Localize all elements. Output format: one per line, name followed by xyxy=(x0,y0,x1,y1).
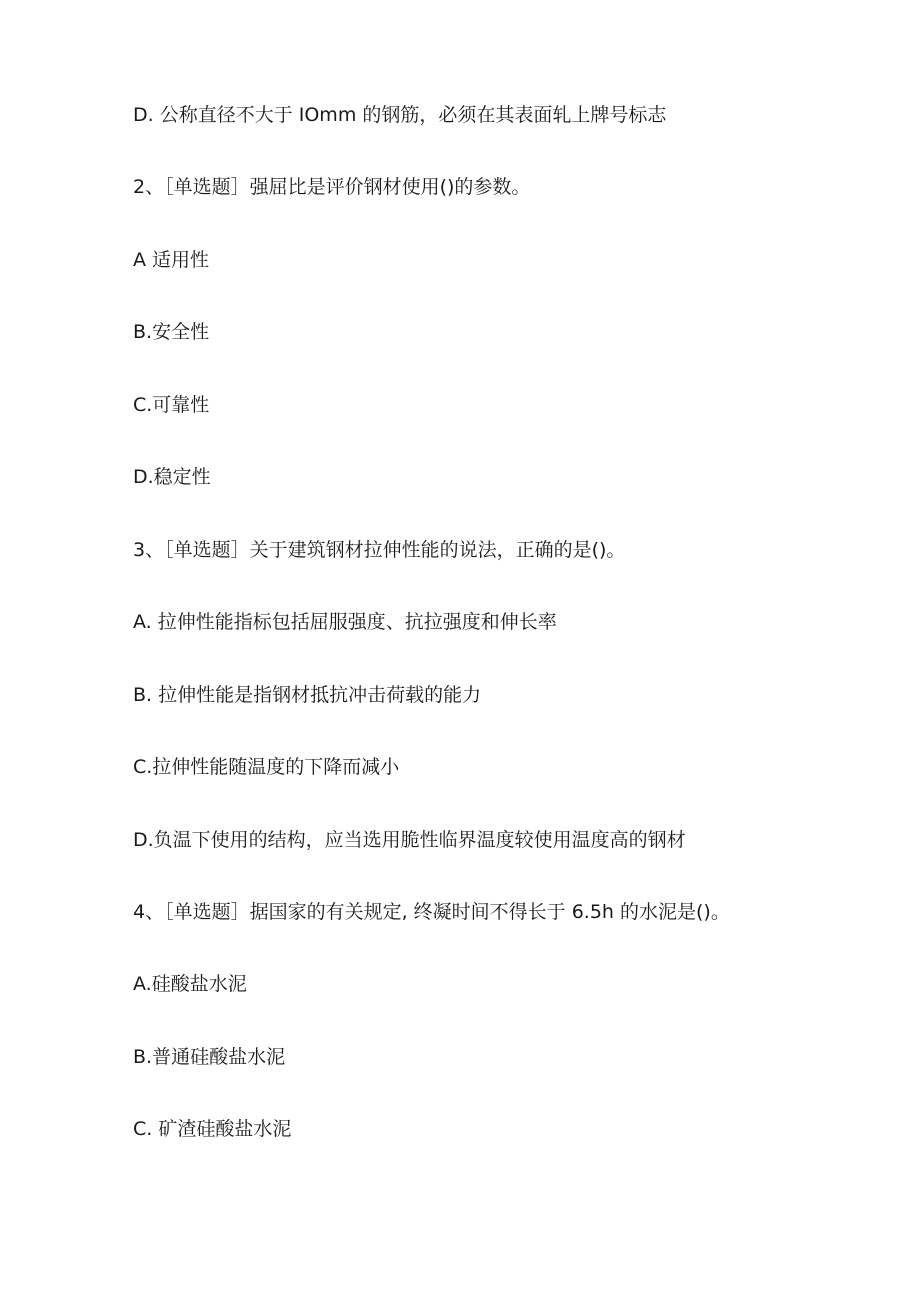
q2-option-c: C.可靠性 xyxy=(133,394,210,416)
question-3: 3、［单选题］关于建筑钢材拉伸性能的说法，正确的是()。 xyxy=(133,539,626,561)
q3-option-c: C.拉伸性能随温度的下降而减小 xyxy=(133,756,400,778)
question-4: 4、［单选题］据国家的有关规定, 终凝时间不得长于 6.5h 的水泥是()。 xyxy=(133,901,730,923)
q3-option-d: D.负温下使用的结构，应当选用脆性临界温度较使用温度高的钢材 xyxy=(133,829,686,851)
q4-option-b: B.普通硅酸盐水泥 xyxy=(133,1046,286,1068)
q2-option-d: D.稳定性 xyxy=(133,466,211,488)
q1-option-d: D. 公称直径不大于 IOmm 的钢筋，必须在其表面轧上牌号标志 xyxy=(133,104,667,126)
question-2: 2、［单选题］强屈比是评价钢材使用()的参数。 xyxy=(133,176,531,198)
q2-option-a: A 适用性 xyxy=(133,249,210,271)
q3-option-b: B. 拉伸性能是指钢材抵抗冲击荷载的能力 xyxy=(133,684,482,706)
q4-option-a: A.硅酸盐水泥 xyxy=(133,973,247,995)
q2-option-b: B.安全性 xyxy=(133,321,210,343)
q4-option-c: C. 矿渣硅酸盐水泥 xyxy=(133,1118,292,1140)
q3-option-a: A. 拉伸性能指标包括屈服强度、抗拉强度和伸长率 xyxy=(133,611,557,633)
